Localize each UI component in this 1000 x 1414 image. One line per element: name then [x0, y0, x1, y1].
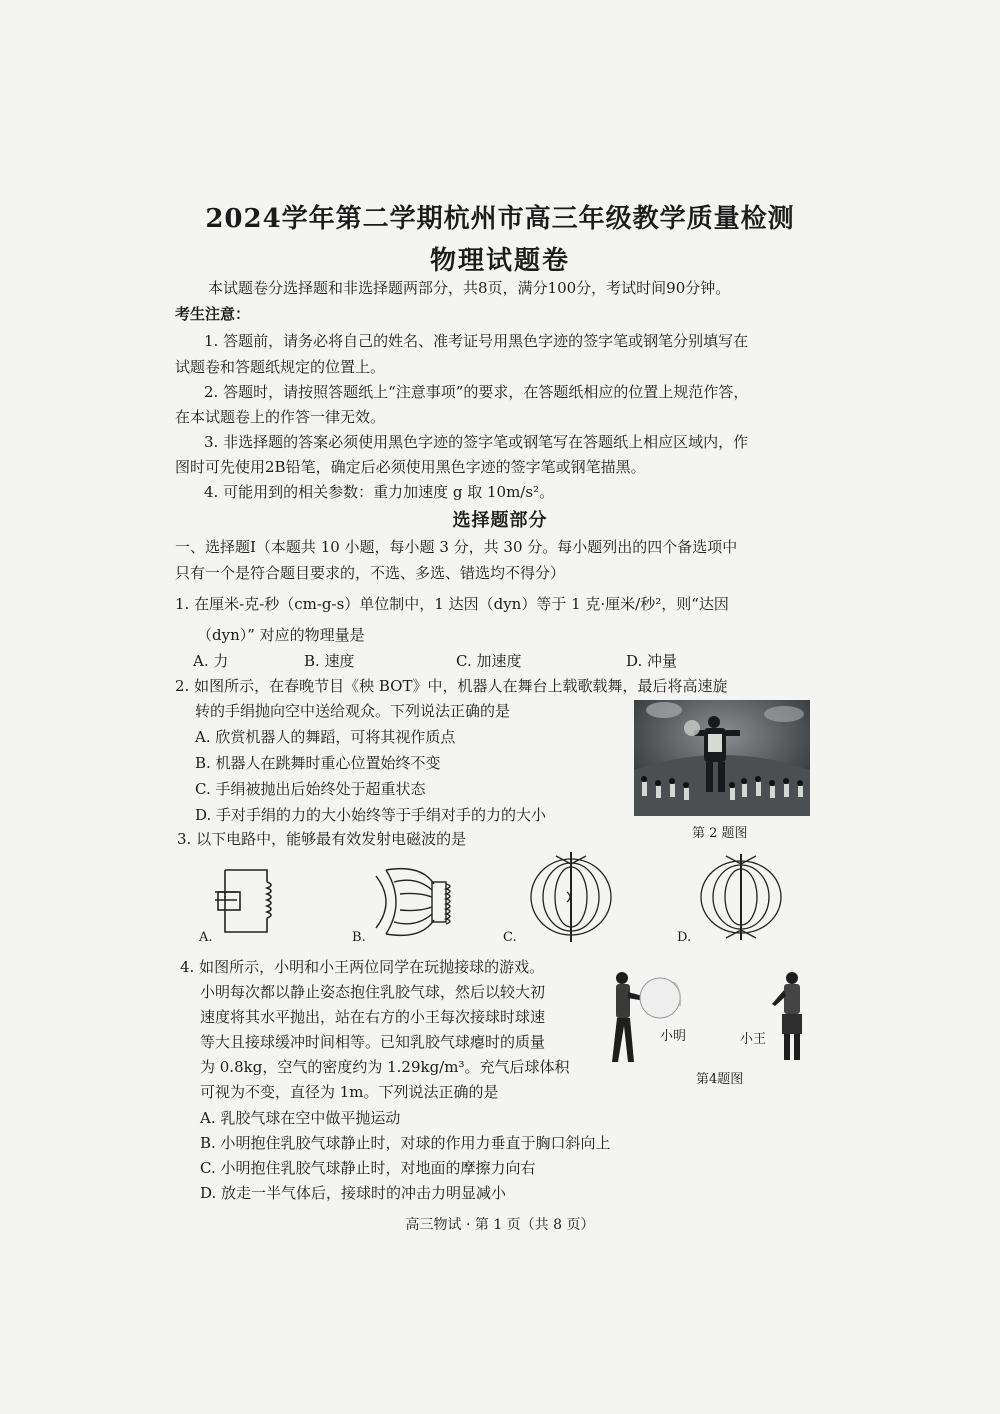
q4-option-c: C. 小明抱住乳胶气球静止时，对地面的摩擦力向右 — [200, 1159, 536, 1177]
q1-option-a: A. 力 — [193, 652, 229, 670]
page-footer: 高三物试 · 第 1 页（共 8 页） — [405, 1217, 595, 1233]
q1-stem: （dyn）” 对应的物理量是 — [197, 626, 365, 644]
q3-label-a: A. — [199, 930, 213, 945]
notice-line: 4. 可能用到的相关参数：重力加速度 g 取 10m/s²。 — [204, 483, 555, 501]
notice-line: 试题卷和答题纸规定的位置上。 — [175, 358, 386, 376]
q4-stem: 4. 如图所示，小明和小王两位同学在玩抛接球的游戏。 — [180, 958, 545, 976]
q3-label-c: C. — [503, 930, 517, 945]
q3-label-d: D. — [677, 930, 692, 945]
q4-name-xiaowang: 小王 — [740, 1032, 767, 1047]
q4-option-a: A. 乳胶气球在空中做平抛运动 — [200, 1109, 401, 1127]
exam-title: 2024学年第二学期杭州市高三年级教学质量检测 — [205, 204, 795, 234]
q1-option-d: D. 冲量 — [626, 652, 678, 670]
part1-instructions: 一、选择题Ⅰ（本题共 10 小题，每小题 3 分，共 30 分。每小题列出的四个备选项中 — [175, 538, 738, 556]
q2-stem: 转的手绢抛向空中送给观众。下列说法正确的是 — [195, 702, 511, 720]
part1-instructions: 只有一个是符合题目要求的，不选、多选、错选均不得分） — [175, 564, 566, 582]
notice-line: 图时可先使用2B铅笔，确定后必须使用黑色字迹的签字笔或钢笔描黑。 — [175, 458, 646, 476]
q1-stem: 1. 在厘米-克-秒（cm-g-s）单位制中，1 达因（dyn）等于 1 克·厘米/秒²，则“达因 — [175, 595, 729, 613]
q4-option-b: B. 小明抱住乳胶气球静止时，对球的作用力垂直于胸口斜向上 — [200, 1134, 611, 1152]
q2-option-c: C. 手绢被抛出后始终处于超重状态 — [195, 780, 426, 798]
q4-figure-caption: 第4题图 — [696, 1072, 744, 1087]
circuit-c-diagram — [526, 852, 616, 942]
q4-stem: 小明每次都以静止姿态抱住乳胶气球，然后以较大初 — [200, 983, 546, 1001]
q3-label-b: B. — [352, 930, 366, 945]
q2-figure-caption: 第 2 题图 — [692, 826, 748, 841]
q4-stem: 为 0.8kg，空气的密度约为 1.29kg/m³。充气后球体积 — [200, 1058, 570, 1076]
circuit-a-diagram — [215, 860, 285, 940]
notice-heading: 考生注意： — [175, 305, 251, 323]
q4-name-xiaoming: 小明 — [660, 1029, 687, 1044]
q1-option-c: C. 加速度 — [456, 652, 522, 670]
q2-option-d: D. 手对手绢的力的大小始终等于手绢对手的力的大小 — [195, 806, 547, 824]
q2-option-b: B. 机器人在跳舞时重心位置始终不变 — [195, 754, 441, 772]
exam-subtitle: 物理试题卷 — [429, 246, 570, 276]
ball-toss-figure — [608, 970, 808, 1070]
q3-stem: 3. 以下电路中，能够最有效发射电磁波的是 — [177, 830, 467, 848]
robot-dance-photo — [634, 700, 810, 816]
intro-text: 本试题卷分选择题和非选择题两部分，共8页，满分100分，考试时间90分钟。 — [208, 279, 731, 297]
q4-option-d: D. 放走一半气体后，接球时的冲击力明显减小 — [200, 1184, 507, 1202]
q4-stem: 速度将其水平抛出，站在右方的小王每次接球时球速 — [200, 1008, 546, 1026]
q1-option-b: B. 速度 — [304, 652, 355, 670]
section-title: 选择题部分 — [452, 510, 548, 531]
q4-stem: 可视为不变，直径为 1m。下列说法正确的是 — [200, 1083, 499, 1101]
notice-line: 3. 非选择题的答案必须使用黑色字迹的签字笔或钢笔写在答题纸上相应区域内，作 — [204, 433, 749, 451]
q2-option-a: A. 欣赏机器人的舞蹈，可将其视作质点 — [195, 728, 456, 746]
circuit-b-diagram — [366, 862, 476, 942]
circuit-d-diagram — [696, 852, 786, 942]
q2-stem: 2. 如图所示，在春晚节目《秧 BOT》中，机器人在舞台上载歌载舞，最后将高速旋 — [175, 677, 728, 695]
notice-line: 在本试题卷上的作答一律无效。 — [175, 408, 386, 426]
q4-stem: 等大且接球缓冲时间相等。已知乳胶气球瘪时的质量 — [200, 1033, 546, 1051]
notice-line: 2. 答题时，请按照答题纸上“注意事项”的要求，在答题纸相应的位置上规范作答， — [204, 383, 749, 401]
notice-line: 1. 答题前，请务必将自己的姓名、准考证号用黑色字迹的签字笔或钢笔分别填写在 — [204, 332, 749, 350]
